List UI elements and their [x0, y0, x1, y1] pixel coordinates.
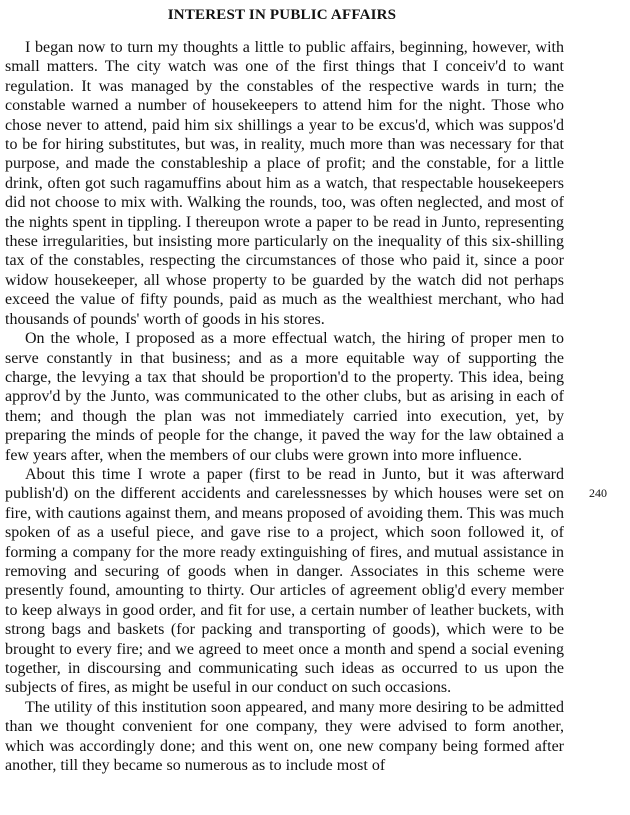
page-number: 240	[589, 486, 607, 500]
body-text	[5, 38, 564, 775]
paragraph-institution-utility: The utility of this institution soon appeared, and many more desiring to be admitted than we thought convenient for one company, they were advised to form another, which was accordingly done; and this went on, one new company being formed after another, till they became so numerous as to include most of	[5, 698, 564, 775]
paragraph-effectual-watch: On the whole, I proposed as a more effectual watch, the hiring of proper men to serve constantly in that business; and as a more equitable way of supporting the charge, the levying a tax that should be proportion'd to the property. This idea, being approv'd by the Junto, was communicated to the other clubs, but as arising in each of them; and though the plan was not immediately carried into execution, yet, by preparing the minds of people for the change, it paved the way for the law obtained a few years after, when the members of our clubs were grown into more influence.	[5, 330, 564, 464]
running-head: INTEREST IN PUBLIC AFFAIRS	[167, 7, 397, 23]
paragraph-fire-company: About this time I wrote a paper (first to be read in Junto, but it was afterward publish'd) on the different accidents and carelessnesses by which houses were set on fire, with cautions against them, and means proposed of avoiding them. This was much spoken of as a useful piece, and gave rise to a project, which soon followed it, of forming a company for the more ready extinguishing of fires, and mutual assistance in removing and securing of goods when in danger. Associates in this scheme were presently found, amounting to thirty. Our articles of agreement oblig'd every member to keep always in good order, and fit for use, a certain number of leather buckets, with strong bags and baskets (for packing and transporting of goods), which were to be brought to every fire; and we agreed to meet once a month and spend a social evening together, in discoursing and communicating such ideas as occurred to us upon the subjects of fires, as might be useful in our conduct on such occasions.	[5, 465, 564, 697]
paragraph-city-watch: I began now to turn my thoughts a little to public affairs, beginning, however, with small matters. The city watch was one of the first things that I conceiv'd to want regulation. It was managed by the constables of the respective wards in turn; the constable warned a number of housekeepers to attend him for the night. Those who chose never to attend, paid him six shillings a year to be excus'd, which was suppos'd to be for hiring substitutes, but was, in reality, much more than was necessary for that purpose, and made the constableship a place of profit; and the constable, for a little drink, often got such ragamuffins about him as a watch, that respectable housekeepers did not choose to mix with. Walking the rounds, too, was often neglected, and most of the nights spent in tippling. I thereupon wrote a paper to be read in Junto, representing these irregularities, but insisting more particularly on the inequality of this six-shilling tax of the constables, respecting the circumstances of those who paid it, since a poor widow housekeeper, all whose property to be guarded by the watch did not perhaps exceed the value of fifty pounds, paid as much as the wealthiest merchant, who had thousands of pounds' worth of goods in his stores.	[5, 39, 564, 328]
